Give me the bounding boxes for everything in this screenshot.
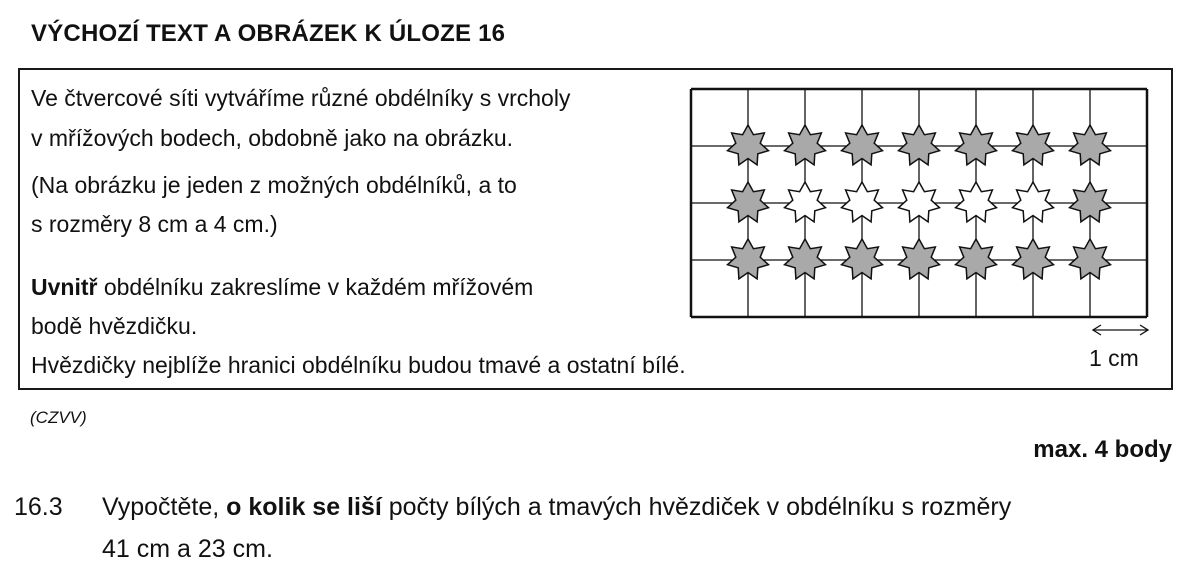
task-number: 16.3 [14,493,63,521]
dark-star-icon [785,125,826,165]
intro-line-1: Ve čtvercové síti vytváříme různé obdélníky s vrcholy [31,85,571,111]
dark-star-icon [956,125,997,165]
dark-star-icon [728,125,769,165]
intro-bold-word: Uvnitř [31,274,98,300]
section-heading: VÝCHOZÍ TEXT A OBRÁZEK K ÚLOZE 16 [31,20,506,47]
task-emphasis: o kolik se liší [226,493,382,521]
scale-label: 1 cm [1089,345,1139,371]
dark-star-icon [899,239,940,279]
intro-line-3: (Na obrázku je jeden z možných obdélníků, a to [31,172,517,198]
stars-group [728,125,1111,279]
white-star-icon [842,182,883,222]
task-line-1 [102,493,1011,522]
task-line-2: 41 cm a 23 cm. [102,535,273,563]
task-line-1-start: Vypočtěte, [102,493,227,521]
white-star-icon [785,182,826,222]
intro-line-2: v mřížových bodech, obdobně jako na obrázku. [31,125,514,151]
intro-line-5-rest: obdélníku zakreslíme v každém mřížovém [97,274,534,300]
max-points: max. 4 body [1033,436,1172,463]
intro-line-6: bodě hvězdičku. [31,313,198,339]
task-line-1-end: počty bílých a tmavých hvězdiček v obdélníku s rozměry [381,493,1012,521]
scale-arrow [1093,325,1148,335]
intro-line-7: Hvězdičky nejblíže hranici obdélníku budou tmavé a ostatní bílé. [31,352,686,378]
dark-star-icon [1070,125,1111,165]
dark-star-icon [1070,239,1111,279]
dark-star-icon [1070,182,1111,222]
white-star-icon [1013,182,1054,222]
white-star-icon [956,182,997,222]
intro-line-4: s rozměry 8 cm a 4 cm.) [31,211,278,237]
source-note: (CZVV) [30,408,87,427]
dark-star-icon [728,182,769,222]
white-star-icon [899,182,940,222]
dark-star-icon [899,125,940,165]
dark-star-icon [785,239,826,279]
dark-star-icon [956,239,997,279]
dark-star-icon [842,125,883,165]
dark-star-icon [1013,125,1054,165]
dark-star-icon [842,239,883,279]
dark-star-icon [1013,239,1054,279]
dark-star-icon [728,239,769,279]
